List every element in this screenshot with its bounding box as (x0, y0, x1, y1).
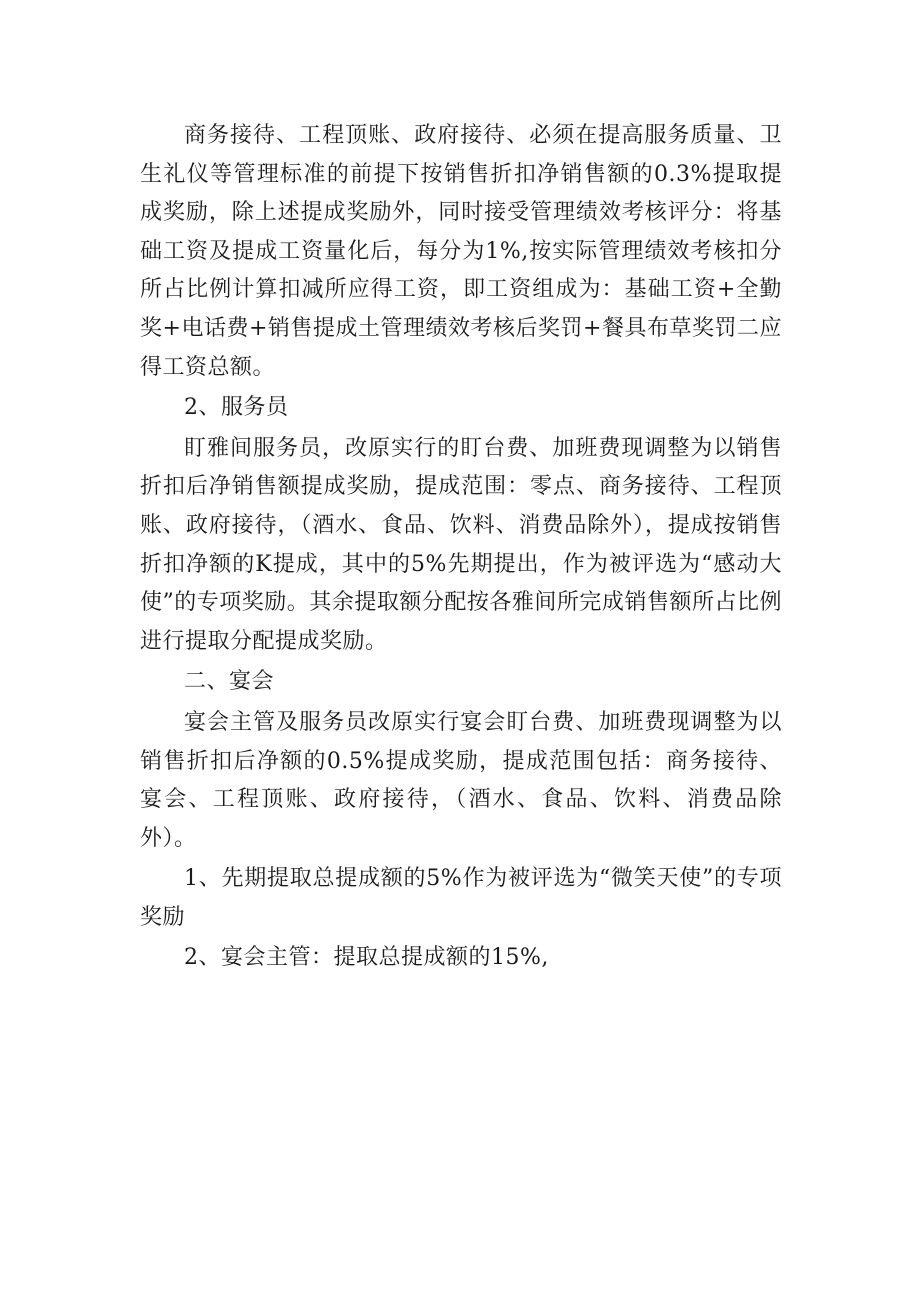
paragraph-banquet-supervisor: 2、宴会主管：提取总提成额的15%, (184, 945, 549, 971)
paragraph-smile-angel-award: 1、先期提取总提成额的5%作为被评选为“微笑天使”的专项奖励 (140, 866, 782, 930)
paragraph-waiter-commission: 盯雅间服务员，改原实行的盯台费、加班费现调整为以销售折扣后净销售额提成奖励，提成范围：零点、商务接待、工程顶账、政府接待，（酒水、食品、饮料、消费品除外），提成按销售折扣净额的K提成，其中的5%先期提出，作为被评选为“感动大使”的专项奖励。其余提取额分配按各雅间所完成销售额所占比例进行提取分配提成奖励。 (140, 435, 782, 654)
heading-banquet: 二、宴会 (184, 669, 275, 695)
paragraph-commission-rules: 商务接待、工程顶账、政府接待、必须在提高服务质量、卫生礼仪等管理标准的前提下按销售折扣净销售额的0.3%提取提成奖励，除上述提成奖励外，同时接受管理绩效考核评分：将基础工资及提成工资量化后，每分为1%,按实际管理绩效考核扣分所占比例计算扣减所应得工资，即工资组成为：基础工资+全勤奖+电话费+销售提成土管理绩效考核后奖罚+餐具布草奖罚二应得工资总额。 (140, 123, 782, 380)
document-body (140, 117, 782, 978)
heading-waiter: 2、服务员 (184, 395, 289, 421)
paragraph-banquet-commission: 宴会主管及服务员改原实行宴会盯台费、加班费现调整为以销售折扣后净额的0.5%提成奖励，提成范围包括：商务接待、宴会、工程顶账、政府接待，（酒水、食品、饮料、消费品除外）。 (140, 709, 782, 851)
